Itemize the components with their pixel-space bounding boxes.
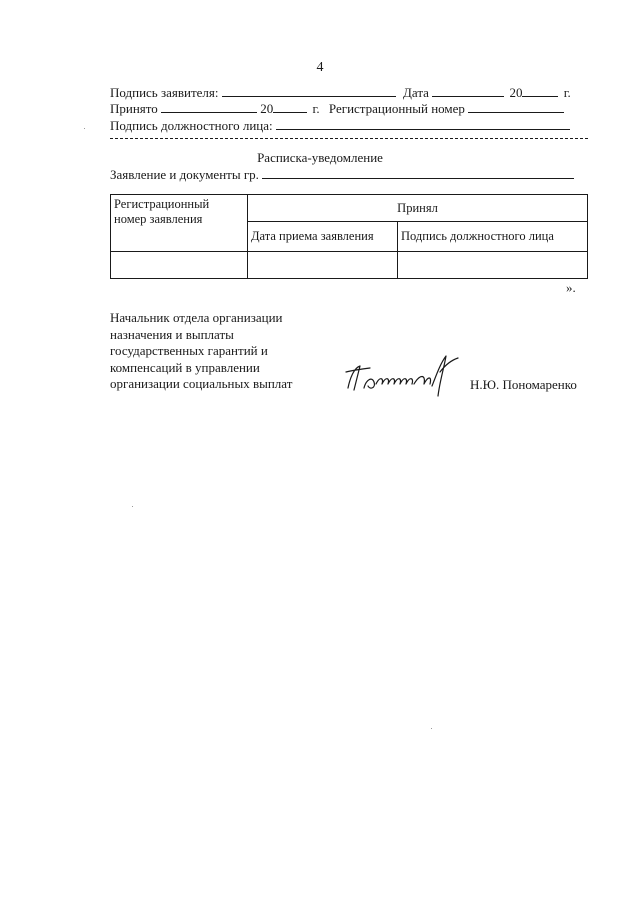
- closing-quote: ».: [566, 280, 576, 295]
- applicant-signature-field[interactable]: [222, 84, 396, 97]
- scan-speck: [431, 728, 432, 729]
- statement-name-field[interactable]: [262, 166, 574, 179]
- accepted-year-suffix: г.: [312, 101, 320, 116]
- official-signature-line: [110, 117, 570, 134]
- table-row: [111, 252, 588, 279]
- handwritten-signature: [340, 350, 465, 404]
- reg-number-field[interactable]: [468, 100, 564, 113]
- table-header-row: [111, 195, 588, 222]
- cell-date[interactable]: [248, 252, 398, 279]
- accepted-date-field[interactable]: [161, 100, 257, 113]
- cell-reg-number[interactable]: [111, 252, 248, 279]
- official-position-line: назначения и выплаты: [110, 326, 234, 342]
- cut-line-separator: [110, 138, 588, 139]
- official-signature-field[interactable]: [276, 117, 570, 130]
- applicant-date-field[interactable]: [432, 84, 504, 97]
- official-position-line: Начальник отдела организации: [110, 310, 283, 325]
- header-accepted: Принял: [248, 195, 588, 222]
- header-date: Дата приема заявления: [248, 222, 398, 252]
- applicant-signature-label: Подпись заявителя:: [110, 85, 219, 100]
- accepted-label: Принято: [110, 101, 158, 116]
- official-position-line: государственных гарантий и: [110, 343, 268, 358]
- scan-speck: [84, 128, 85, 129]
- applicant-signature-line: [110, 84, 571, 101]
- statement-line: [110, 166, 574, 183]
- receipt-table: [110, 194, 588, 279]
- applicant-year-field[interactable]: [522, 84, 558, 97]
- official-signature-label: Подпись должностного лица:: [110, 118, 273, 133]
- official-position-line: компенсаций в управлении: [110, 359, 260, 375]
- accepted-year-field[interactable]: [273, 100, 307, 113]
- header-signature: Подпись должностного лица: [398, 222, 588, 252]
- official-position-line: организации социальных выплат: [110, 376, 293, 391]
- applicant-year-suffix: г.: [563, 85, 571, 100]
- official-position: [110, 310, 310, 393]
- header-reg-number: Регистрационный номер заявления: [111, 195, 248, 252]
- statement-label: Заявление и документы гр.: [110, 167, 259, 182]
- reg-number-label: Регистрационный номер: [328, 101, 465, 116]
- accepted-year-prefix: 20: [260, 101, 274, 116]
- applicant-date-label: Дата: [403, 85, 429, 100]
- page-number: 4: [316, 60, 324, 75]
- applicant-year-prefix: 20: [509, 85, 523, 100]
- receipt-title: Расписка-уведомление: [257, 150, 383, 165]
- scan-speck: [132, 506, 133, 507]
- official-name: Н.Ю. Пономаренко: [470, 377, 577, 392]
- accepted-line: [110, 100, 564, 117]
- cell-signature[interactable]: [398, 252, 588, 279]
